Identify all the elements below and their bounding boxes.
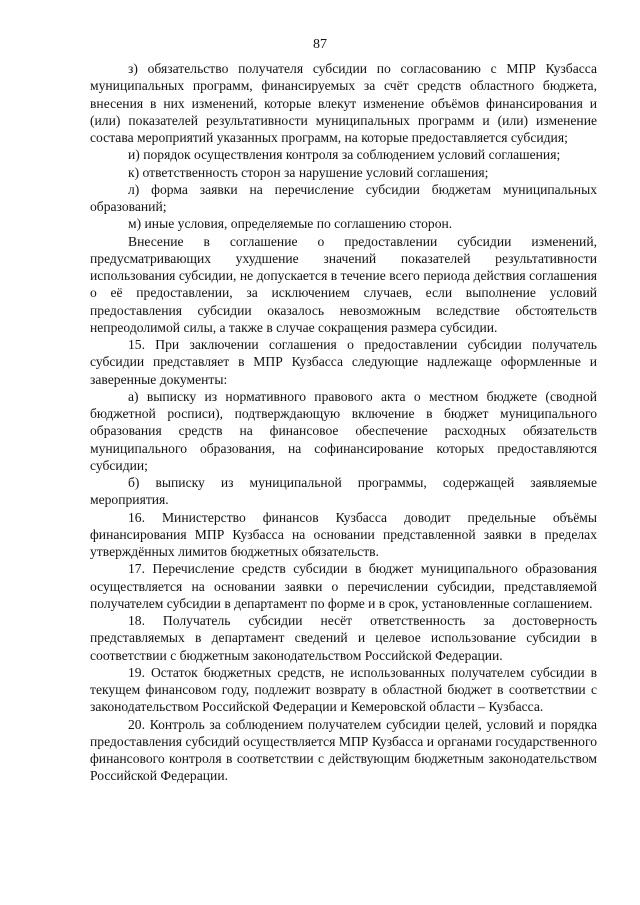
page-number: 87 — [313, 37, 327, 52]
document-body — [90, 60, 597, 785]
paragraph-item-z: з) обязательство получателя субсидии по согласованию с МПР Кузбасса муниципальных программ, финансируемых за счёт средств областного бюджета, внесения в них изменений, которые влекут изменение объёмов финансирования и (или) показателей результативности муниципальных программ и (или) изменение состава мероприятий указанных программ, на которые предоставляется субсидия; — [90, 61, 597, 145]
paragraph-15: 15. При заключении соглашения о предоставлении субсидии получатель субсидии представляет в МПР Кузбасса следующие надлежаще оформленные и заверенные документы: — [90, 337, 597, 387]
paragraph-amendments: Внесение в соглашение о предоставлении субсидии изменений, предусматривающих ухудшение значений показателей результативности использования субсидии, не допускается в течение всего периода действия соглашения о её предоставлении, за исключением случаев, если выполнение условий предоставления субсидии оказалось невозможным вследствие обстоятельств непреодолимой силы, а также в случае сокращения размера субсидии. — [90, 233, 597, 335]
paragraph-16: 16. Министерство финансов Кузбасса доводит предельные объёмы финансирования МПР Кузбасса на основании представленной заявки в пределах утверждённых лимитов бюджетных обязательств. — [90, 509, 597, 559]
paragraph-item-i: и) порядок осуществления контроля за соблюдением условий соглашения; — [128, 147, 561, 163]
paragraph-15-a: а) выписку из нормативного правового акта о местном бюджете (сводной бюджетной росписи), подтверждающую включение в бюджет муниципального образования средств на финансовое обеспечение расходных обязательств муниципального образования, на софинансирование которых предоставляются субсидии; — [90, 388, 597, 473]
paragraph-20: 20. Контроль за соблюдением получателем субсидии целей, условий и порядка предоставления субсидий осуществляется МПР Кузбасса и органами государственного финансового контроля в соответствии с действующим бюджетным законодательством Российской Федерации. — [90, 716, 597, 784]
paragraph-item-m: м) иные условия, определяемые по соглашению сторон. — [128, 216, 453, 232]
paragraph-19: 19. Остаток бюджетных средств, не использованных получателем субсидии в текущем финансовом году, подлежит возврату в областной бюджет в соответствии с законодательством Российской Федерации и Кемеровской области – Кузбасса. — [90, 664, 597, 715]
paragraph-18: 18. Получатель субсидии несёт ответственность за достоверность представляемых в департамент сведений и целевое использование субсидии в соответствии с бюджетным законодательством Российской Федерации. — [90, 613, 597, 663]
paragraph-item-k: к) ответственность сторон за нарушение условий соглашения; — [128, 164, 489, 180]
paragraph-item-l: л) форма заявки на перечисление субсидии бюджетам муниципальных образований; — [90, 181, 597, 214]
paragraph-17: 17. Перечисление средств субсидии в бюджет муниципального образования осуществляется на основании заявки о перечислении субсидии, представляемой получателем субсидии в департамент по форме и в срок, установленные соглашением. — [90, 561, 597, 611]
paragraph-15-b: б) выписку из муниципальной программы, содержащей заявляемые мероприятия. — [90, 475, 597, 508]
